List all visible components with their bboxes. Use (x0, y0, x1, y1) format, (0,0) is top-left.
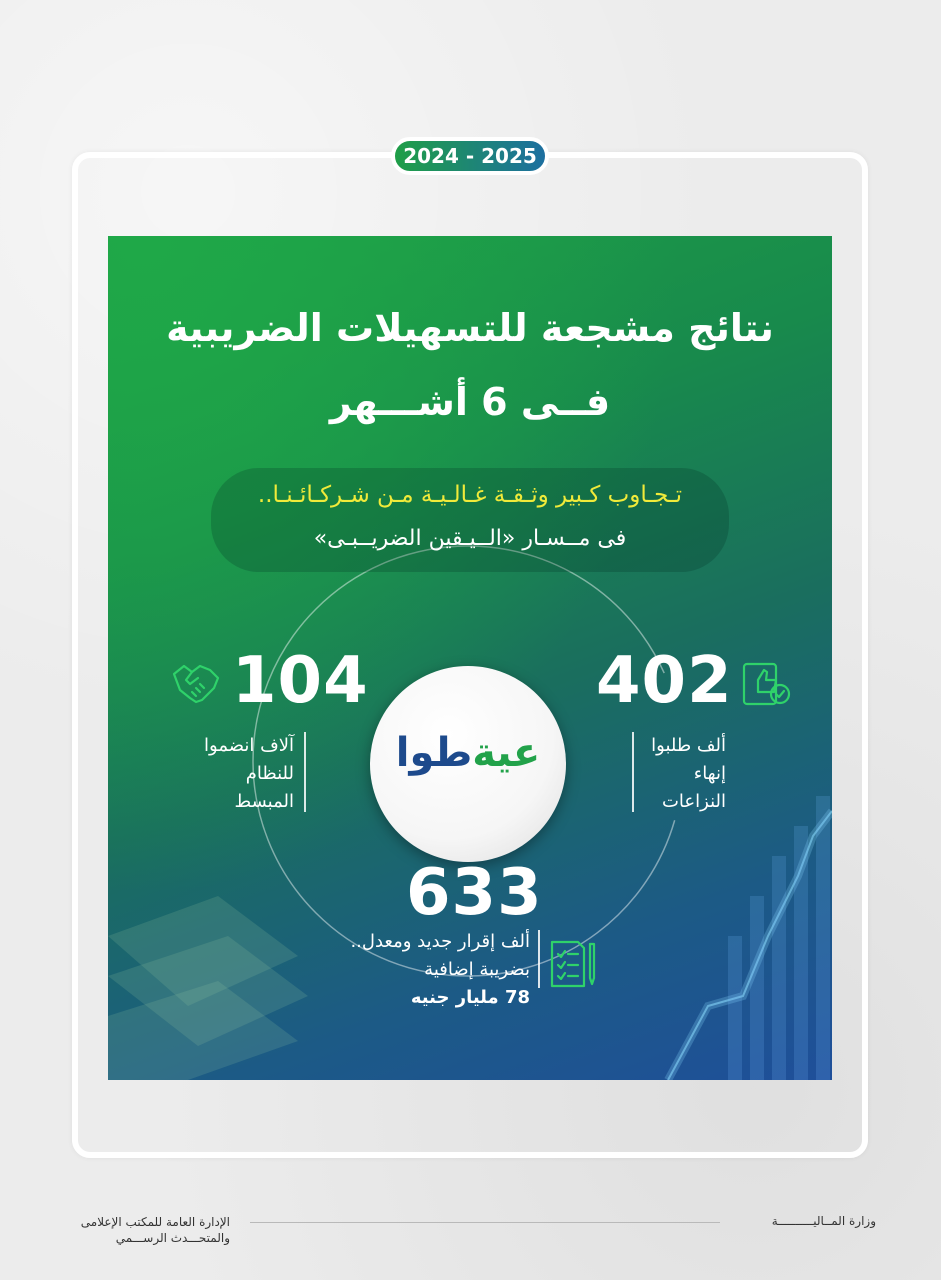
stat-right-label-line3: النزاعات (661, 791, 726, 812)
stat-right-divider (632, 732, 634, 812)
stat-right-label-line1: ألف طلبوا (651, 735, 726, 756)
footer-office-line1: الإدارة العامة للمكتب الإعلامى (80, 1215, 230, 1229)
thumbs-up-icon (740, 658, 792, 714)
stat-bottom-label-line3: 78 مليار جنيه (410, 987, 530, 1008)
stat-right-value: 402 (596, 644, 733, 718)
stat-bottom-value: 633 (406, 856, 543, 930)
checklist-icon (548, 938, 596, 994)
stat-left-divider (304, 732, 306, 812)
logo-text (370, 730, 566, 776)
stat-left-value: 104 (232, 644, 369, 718)
subtitle-line2: فى مــسـار «الــيـقين الضريــبـى» (313, 526, 627, 551)
year-badge: 2024 - 2025 (391, 137, 549, 175)
subtitle-line1: تـجـاوب كـبير وثـقـة غـالـيـة مـن شـركـائـنـا.. (257, 482, 683, 508)
stat-left-label-line1: آلاف انضموا (204, 735, 294, 756)
logo-circle (370, 666, 566, 862)
stat-bottom-divider (538, 930, 540, 988)
main-title-line2: فــى 6 أشـــهر (329, 380, 611, 424)
stat-left-label (168, 732, 294, 816)
logo-text-blue: طوا (395, 730, 473, 776)
stat-bottom-label (324, 928, 530, 1012)
logo-text-green: عية (472, 730, 541, 776)
stat-right-label-line2: إنهاء (693, 763, 726, 784)
subtitle-box (211, 468, 729, 572)
footer-divider (250, 1222, 720, 1223)
infographic-card (108, 236, 832, 1080)
handshake-icon (170, 656, 222, 712)
main-title-line1: نتائج مشجعة للتسهيلات الضريبية (166, 306, 774, 350)
footer-ministry-name: وزارة المــاليــــــــــة (771, 1214, 876, 1228)
stat-bottom-label-line2: بضريبة إضافية (424, 959, 530, 980)
stat-left-label-line2: للنظام (245, 763, 294, 784)
footer-office-line2: والمتحـــدث الرســـمي (115, 1231, 230, 1245)
stat-right-label (642, 732, 726, 816)
footer-office-name (70, 1214, 230, 1246)
stat-bottom-label-line1: ألف إقرار جديد ومعدل.. (350, 931, 530, 952)
stat-left-label-line3: المبسط (234, 791, 294, 812)
